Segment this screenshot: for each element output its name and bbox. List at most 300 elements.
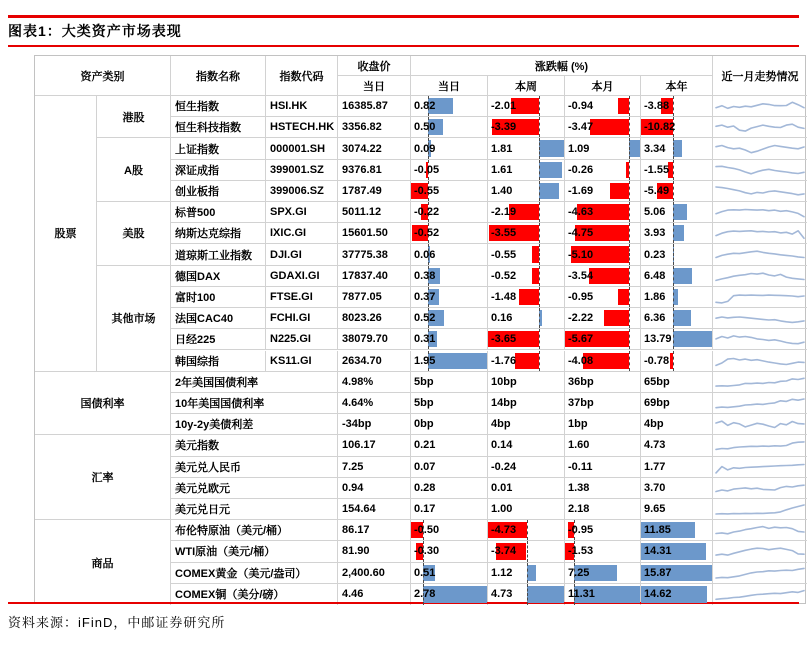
change-cell: [565, 138, 641, 159]
change-value: 1.61: [491, 163, 513, 176]
change-cell: [411, 244, 488, 265]
positive-data-bar: [527, 586, 566, 603]
change-cell: [488, 96, 565, 117]
index-code-cell: N225.GI: [266, 329, 338, 350]
change-value: -3.55: [491, 227, 517, 240]
change-cell: [565, 244, 641, 265]
bar-axis-line: [527, 520, 528, 540]
close-price-cell: 4.98%: [338, 372, 411, 393]
bar-axis-line: [673, 244, 674, 264]
change-cell: [411, 96, 488, 117]
index-code-cell: SPX.GI: [266, 202, 338, 223]
change-value: 0.06: [414, 248, 436, 261]
change-cell: [565, 584, 641, 605]
close-price-cell: 2,400.60: [338, 563, 411, 584]
positive-data-bar: [539, 140, 565, 156]
header-change-year: 本年: [641, 76, 713, 96]
bar-axis-line: [673, 308, 674, 328]
change-cell: [411, 478, 488, 499]
change-cell: [488, 351, 565, 372]
change-value: 6.48: [644, 269, 666, 282]
change-cell: [488, 435, 565, 456]
data-source-note: 资料来源：iFinD，中邮证券研究所: [8, 615, 226, 630]
bar-axis-line: [527, 563, 528, 583]
change-cell: [641, 308, 713, 329]
bar-axis-line: [673, 160, 674, 180]
change-cell: [641, 287, 713, 308]
change-value: 1.95: [414, 354, 436, 367]
change-cell: [641, 372, 713, 393]
bar-axis-line: [673, 287, 674, 307]
change-cell: [411, 372, 488, 393]
close-price-cell: 4.64%: [338, 393, 411, 414]
index-name-cell: 标普500: [171, 202, 266, 223]
bar-axis-line: [673, 266, 674, 286]
bar-axis-line: [539, 96, 540, 116]
bar-axis-line: [629, 202, 630, 222]
bar-axis-line: [629, 266, 630, 286]
positive-data-bar: [673, 331, 713, 347]
bar-axis-line: [673, 223, 674, 243]
sparkline-chart: [715, 543, 805, 560]
sparkline-chart: [715, 204, 805, 221]
change-cell: [488, 117, 565, 138]
index-name-cell: 恒生科技指数: [171, 117, 266, 138]
change-value: 65bp: [644, 375, 670, 388]
trend-cell: [713, 457, 807, 478]
bar-axis-line: [629, 96, 630, 116]
subgroup-label-1: A股: [97, 138, 171, 202]
change-value: 1.38: [568, 481, 590, 494]
change-value: -0.55: [491, 248, 517, 261]
change-value: -1.53: [568, 545, 594, 558]
change-cell: [641, 351, 713, 372]
change-cell: [565, 499, 641, 520]
change-cell: [411, 287, 488, 308]
change-value: -0.30: [414, 545, 440, 558]
change-value: -5.67: [568, 333, 594, 346]
change-value: -2.01: [491, 100, 517, 113]
close-price-cell: 3074.22: [338, 138, 411, 159]
change-value: -0.55: [414, 184, 440, 197]
trend-cell: [713, 308, 807, 329]
trend-cell: [713, 372, 807, 393]
change-cell: [565, 351, 641, 372]
change-cell: [411, 266, 488, 287]
change-cell: [641, 96, 713, 117]
change-value: 0.38: [414, 269, 436, 282]
change-value: -3.39: [491, 121, 517, 134]
index-name-cell: 10年美国国债利率: [171, 393, 338, 414]
change-cell: [488, 478, 565, 499]
change-value: -0.95: [568, 290, 594, 303]
change-value: -1.55: [644, 163, 670, 176]
trend-cell: [713, 329, 807, 350]
negative-data-bar: [618, 289, 629, 305]
top-divider-line: [8, 15, 799, 18]
bar-axis-line: [539, 138, 540, 158]
trend-cell: [713, 287, 807, 308]
change-cell: [565, 393, 641, 414]
change-cell: [565, 372, 641, 393]
asset-performance-table: [34, 55, 806, 604]
change-value: 5.06: [644, 206, 666, 219]
index-name-cell: 富时100: [171, 287, 266, 308]
trend-cell: [713, 435, 807, 456]
bar-axis-line: [527, 584, 528, 605]
positive-data-bar: [673, 204, 688, 220]
index-name-cell: 布伦特原油（美元/桶）: [171, 520, 338, 541]
change-value: 1.12: [491, 566, 513, 579]
change-cell: [411, 499, 488, 520]
index-name-cell: 2年美国国债利率: [171, 372, 338, 393]
index-name-cell: 韩国综指: [171, 351, 266, 372]
trend-cell: [713, 160, 807, 181]
change-cell: [565, 308, 641, 329]
change-cell: [488, 584, 565, 605]
change-value: -0.78: [644, 354, 670, 367]
index-name-cell: 上证指数: [171, 138, 266, 159]
change-value: 1.81: [491, 142, 513, 155]
bar-axis-line: [539, 244, 540, 264]
change-cell: [488, 244, 565, 265]
change-value: 0.82: [414, 100, 436, 113]
change-value: 11.85: [644, 524, 671, 537]
negative-data-bar: [532, 246, 540, 262]
bar-axis-line: [673, 202, 674, 222]
change-cell: [565, 541, 641, 562]
change-cell: [411, 160, 488, 181]
bar-axis-line: [629, 181, 630, 201]
change-value: -3.88: [644, 100, 670, 113]
trend-cell: [713, 499, 807, 520]
change-value: 2.18: [568, 503, 590, 516]
change-cell: [411, 223, 488, 244]
change-cell: [411, 520, 488, 541]
header-close-day: 当日: [338, 76, 411, 96]
change-cell: [641, 181, 713, 202]
change-cell: [488, 541, 565, 562]
close-price-cell: 5011.12: [338, 202, 411, 223]
change-cell: [488, 499, 565, 520]
index-code-cell: 399006.SZ: [266, 181, 338, 202]
change-value: -0.95: [568, 524, 594, 537]
change-value: 9.65: [644, 503, 666, 516]
change-cell: [411, 584, 488, 605]
sparkline-chart: [715, 480, 805, 497]
positive-data-bar: [673, 225, 684, 241]
change-cell: [565, 457, 641, 478]
change-value: 4bp: [491, 418, 511, 431]
index-code-cell: IXIC.GI: [266, 223, 338, 244]
close-price-cell: 106.17: [338, 435, 411, 456]
bar-axis-line: [539, 117, 540, 137]
index-code-cell: 000001.SH: [266, 138, 338, 159]
sparkline-chart: [715, 331, 805, 348]
close-price-cell: 37775.38: [338, 244, 411, 265]
bar-axis-line: [673, 329, 674, 349]
change-cell: [488, 372, 565, 393]
change-value: -3.54: [568, 269, 594, 282]
change-value: 3.34: [644, 142, 666, 155]
change-cell: [565, 266, 641, 287]
change-cell: [641, 435, 713, 456]
change-cell: [565, 181, 641, 202]
index-code-cell: GDAXI.GI: [266, 266, 338, 287]
section-label-3: 商品: [35, 520, 171, 605]
change-cell: [488, 457, 565, 478]
bar-axis-line: [539, 308, 540, 328]
change-cell: [641, 478, 713, 499]
change-value: -0.22: [414, 206, 440, 219]
change-value: 0.17: [414, 503, 436, 516]
trend-cell: [713, 202, 807, 223]
change-value: -10.82: [644, 121, 676, 134]
header-close-price: 收盘价: [338, 56, 411, 76]
change-value: 0.16: [491, 312, 513, 325]
index-name-cell: 德国DAX: [171, 266, 266, 287]
sparkline-chart: [715, 437, 805, 454]
close-price-cell: 7.25: [338, 457, 411, 478]
change-value: -0.52: [414, 227, 440, 240]
change-value: 11.31: [568, 588, 595, 601]
change-cell: [565, 329, 641, 350]
change-cell: [411, 393, 488, 414]
change-value: -3.65: [491, 333, 517, 346]
index-name-cell: 美元指数: [171, 435, 338, 456]
change-cell: [565, 117, 641, 138]
change-value: 4bp: [644, 418, 664, 431]
bar-axis-line: [539, 266, 540, 286]
change-value: -1.69: [568, 184, 594, 197]
negative-data-bar: [515, 353, 540, 369]
index-name-cell: 美元兑日元: [171, 499, 338, 520]
change-cell: [488, 160, 565, 181]
trend-cell: [713, 414, 807, 435]
sparkline-chart: [715, 565, 805, 582]
change-cell: [488, 414, 565, 435]
index-name-cell: COMEX黄金（美元/盎司）: [171, 563, 338, 584]
bar-axis-line: [673, 138, 674, 158]
change-cell: [641, 541, 713, 562]
change-value: 6.36: [644, 312, 666, 325]
sparkline-chart: [715, 586, 805, 603]
change-value: 1bp: [568, 418, 588, 431]
change-value: -0.50: [414, 524, 440, 537]
bar-axis-line: [629, 287, 630, 307]
change-cell: [565, 287, 641, 308]
negative-data-bar: [589, 268, 629, 284]
bar-axis-line: [629, 244, 630, 264]
change-value: 14bp: [491, 397, 517, 409]
trend-cell: [713, 584, 807, 605]
change-value: 0.23: [644, 248, 666, 261]
close-price-cell: 154.64: [338, 499, 411, 520]
index-code-cell: DJI.GI: [266, 244, 338, 265]
change-value: 4.73: [644, 439, 666, 452]
close-price-cell: 1787.49: [338, 181, 411, 202]
change-cell: [565, 478, 641, 499]
sparkline-chart: [715, 183, 805, 200]
change-cell: [411, 563, 488, 584]
change-cell: [411, 181, 488, 202]
change-value: 1.09: [568, 142, 590, 155]
change-value: -0.26: [568, 163, 594, 176]
change-value: 4.73: [491, 588, 513, 601]
trend-cell: [713, 351, 807, 372]
change-value: 1.00: [491, 503, 513, 516]
change-cell: [488, 138, 565, 159]
change-value: -0.05: [414, 163, 440, 176]
change-value: 0.14: [491, 439, 513, 452]
change-value: -0.11: [568, 460, 593, 473]
change-cell: [565, 563, 641, 584]
change-cell: [565, 223, 641, 244]
change-value: 2.78: [414, 588, 436, 601]
sparkline-chart: [715, 522, 805, 539]
change-value: 5bp: [414, 375, 434, 388]
change-cell: [641, 202, 713, 223]
change-value: 0.52: [414, 312, 436, 325]
change-value: 10bp: [491, 375, 517, 388]
change-value: -0.24: [491, 460, 517, 473]
change-cell: [641, 117, 713, 138]
index-name-cell: WTI原油（美元/桶）: [171, 541, 338, 562]
title-divider-line: [8, 45, 799, 47]
trend-cell: [713, 478, 807, 499]
close-price-cell: 16385.87: [338, 96, 411, 117]
close-price-cell: 81.90: [338, 541, 411, 562]
sparkline-chart: [715, 162, 805, 179]
change-cell: [641, 457, 713, 478]
change-cell: [411, 414, 488, 435]
close-price-cell: 2634.70: [338, 351, 411, 372]
sparkline-chart: [715, 374, 805, 391]
change-cell: [565, 435, 641, 456]
change-cell: [411, 202, 488, 223]
change-value: 1.77: [644, 460, 666, 473]
trend-cell: [713, 541, 807, 562]
change-cell: [641, 563, 713, 584]
change-value: -2.22: [568, 312, 594, 325]
change-cell: [641, 160, 713, 181]
header-asset-class: 资产类别: [35, 56, 171, 96]
positive-data-bar: [527, 565, 536, 581]
positive-data-bar: [673, 140, 683, 156]
close-price-cell: 3356.82: [338, 117, 411, 138]
change-cell: [411, 541, 488, 562]
bar-axis-line: [539, 202, 540, 222]
figure-title: 图表1：大类资产市场表现: [8, 23, 182, 39]
index-name-cell: 深证成指: [171, 160, 266, 181]
close-price-cell: 15601.50: [338, 223, 411, 244]
change-value: -5.49: [644, 184, 670, 197]
change-value: 1.86: [644, 290, 666, 303]
change-cell: [488, 520, 565, 541]
sparkline-chart: [715, 140, 805, 157]
sparkline-chart: [715, 225, 805, 242]
index-name-cell: 道琼斯工业指数: [171, 244, 266, 265]
change-cell: [488, 287, 565, 308]
change-cell: [488, 202, 565, 223]
change-value: -3.74: [491, 545, 517, 558]
header-change-day: 当日: [411, 76, 488, 96]
change-value: -2.19: [491, 206, 517, 219]
trend-cell: [713, 138, 807, 159]
change-value: 0.09: [414, 142, 436, 155]
sparkline-chart: [715, 501, 805, 518]
sparkline-chart: [715, 268, 805, 285]
bar-axis-line: [629, 329, 630, 349]
close-price-cell: 86.17: [338, 520, 411, 541]
index-name-cell: 法国CAC40: [171, 308, 266, 329]
negative-data-bar: [604, 310, 629, 326]
change-value: 0.07: [414, 460, 436, 473]
close-price-cell: 8023.26: [338, 308, 411, 329]
index-name-cell: 创业板指: [171, 181, 266, 202]
change-value: -0.94: [568, 100, 594, 113]
subgroup-label-3: 其他市场: [97, 266, 171, 372]
change-value: -0.52: [491, 269, 517, 282]
close-price-cell: 9376.81: [338, 160, 411, 181]
change-value: -4.75: [568, 227, 594, 240]
change-cell: [565, 520, 641, 541]
positive-data-bar: [539, 162, 562, 178]
change-value: 0.28: [414, 481, 436, 494]
change-value: 1.40: [491, 184, 513, 197]
change-value: 0.37: [414, 290, 436, 303]
change-value: 7.25: [568, 566, 590, 579]
change-cell: [565, 160, 641, 181]
change-cell: [565, 96, 641, 117]
change-value: -4.63: [568, 206, 594, 219]
change-value: 3.93: [644, 227, 666, 240]
negative-data-bar: [532, 268, 539, 284]
change-cell: [411, 351, 488, 372]
trend-cell: [713, 520, 807, 541]
negative-data-bar: [590, 119, 629, 135]
bar-axis-line: [539, 181, 540, 201]
index-code-cell: KS11.GI: [266, 351, 338, 372]
change-cell: [641, 244, 713, 265]
bar-axis-line: [629, 138, 630, 158]
change-cell: [488, 563, 565, 584]
sparkline-chart: [715, 353, 805, 370]
header-index-code: 指数代码: [266, 56, 338, 96]
sparkline-chart: [715, 459, 805, 476]
change-value: 3.70: [644, 481, 666, 494]
change-cell: [641, 329, 713, 350]
change-cell: [641, 584, 713, 605]
bar-axis-line: [527, 541, 528, 561]
change-cell: [488, 329, 565, 350]
index-name-cell: COMEX铜（美分/磅）: [171, 584, 338, 605]
change-value: 1.60: [568, 439, 590, 452]
section-label-0: 股票: [35, 96, 97, 372]
subgroup-label-2: 美股: [97, 202, 171, 266]
bar-axis-line: [629, 351, 630, 371]
change-cell: [641, 223, 713, 244]
change-value: -1.48: [491, 290, 517, 303]
bar-axis-line: [629, 223, 630, 243]
trend-cell: [713, 117, 807, 138]
change-cell: [488, 266, 565, 287]
index-code-cell: FTSE.GI: [266, 287, 338, 308]
change-value: 0bp: [414, 418, 434, 431]
change-value: 5bp: [414, 397, 434, 409]
positive-data-bar: [428, 353, 488, 369]
header-index-name: 指数名称: [171, 56, 266, 96]
